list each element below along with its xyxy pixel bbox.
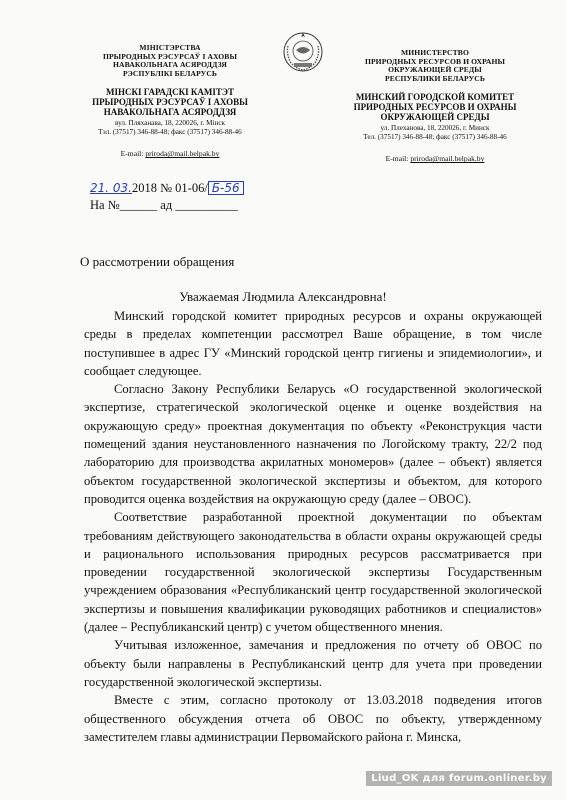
committee-line: ПРЫРОДНЫХ РЭСУРСАЎ І АХОВЫ xyxy=(92,97,248,108)
ministry-line: РЕСПУБЛИКИ БЕЛАРУСЬ xyxy=(385,73,485,83)
committee-line: МИНСКИЙ ГОРОДСКОЙ КОМИТЕТ xyxy=(355,92,515,103)
number-label: № xyxy=(160,181,173,195)
handwritten-number: Б-56 xyxy=(208,181,244,195)
address-by xyxy=(60,119,280,137)
registration-block xyxy=(90,180,244,214)
ministry-line: НАВАКОЛЬНАГА АСЯРОДДЗЯ xyxy=(113,60,227,70)
reply-label: На № xyxy=(90,198,120,212)
outgoing-number: 01-06/ xyxy=(175,181,208,195)
phone-line: Тэл. (37517) 346-88-48; факс (37517) 346-88-46 xyxy=(98,128,242,137)
letterhead-left xyxy=(60,44,280,158)
address-line: вул. Пляханава, 18, 220026, г. Мінск xyxy=(114,119,226,128)
state-emblem-icon xyxy=(281,30,325,74)
email-link[interactable]: priroda@mail.belpak.by xyxy=(145,149,220,159)
committee-name-by xyxy=(60,87,280,117)
email-link[interactable]: priroda@mail.belpak.by xyxy=(410,154,485,164)
address-line: ул. Плеханова, 18, 220026, г. Минск xyxy=(380,124,490,133)
committee-line: ОКРУЖАЮЩЕЙ СРЕДЫ xyxy=(380,112,490,123)
reply-to-line xyxy=(90,197,244,214)
ministry-line: МІНІСТЭРСТВА xyxy=(139,43,201,52)
letterhead-right xyxy=(330,49,540,163)
committee-line: ПРИРОДНЫХ РЕСУРСОВ И ОХРАНЫ xyxy=(353,102,517,113)
outgoing-number-line xyxy=(90,180,244,197)
ministry-line: ПРЫРОДНЫХ РЭСУРСАЎ І АХОВЫ xyxy=(102,51,238,61)
paragraph: Вместе с этим, согласно протоколу от 13.03.2018 подведения итогов общественного обсуждения отчета об ОВОС по объекту, утвержденному заместителем главы администрации Первомайского района г. Минска, xyxy=(84,693,542,744)
paragraph: Согласно Закону Республики Беларусь «О государственной экологической экспертизе, стратегической экологической оценке и оценке воздействия на окружающую среду» проектная документация по объекту «Реконструкция части помещений здания неустановленного назначения по Логойскому тракту, 22/2 под лабораторию для производства акрилатных мономеров» (далее – объект) является объектом государственной экологической экспертизы и объектом, для которого проводится оценка воздействия на окружающую среду (далее – ОВОС). xyxy=(84,382,542,506)
letterhead xyxy=(0,0,566,170)
paragraph: Минский городской комитет природных ресурсов и охраны окружающей среды в пределах компетенции рассмотрел Ваше обращение, в том числе поступившее в адрес ГУ «Минский городской центр гигиены и эпидемиологии», и сообщает следующее. xyxy=(84,309,542,378)
ministry-line: РЭСПУБЛІКІ БЕЛАРУСЬ xyxy=(122,68,218,78)
greeting: Уважаемая Людмила Александровна! xyxy=(179,289,387,304)
committee-line: НАВАКОЛЬНАГА АСЯРОДДЗЯ xyxy=(103,107,237,118)
from-label: ад xyxy=(160,198,173,212)
paragraph: Соответствие разработанной проектной документации по объектам требованиям действующего законодательства в области охраны окружающей среды и рационального использования природных ресурсов рассматривается при проведении государственной экологической экспертизы Государственным учреждением образования «Республиканский центр государственной экологической экспертизы и повышения квалификации руководящих работников и специалистов» (далее – Республиканский центр) с учетом общественного мнения. xyxy=(84,510,542,635)
email-by xyxy=(60,149,280,158)
letter-body xyxy=(84,307,542,746)
reply-blank: ______ xyxy=(119,198,158,212)
paragraph: Учитывая изложенное, замечания и предложения по отчету об ОВОС по объекту были направлены в Республиканский центр для учета при проведении государственной экологической экспертизы. xyxy=(84,638,542,689)
email-label: E-mail: xyxy=(120,149,144,159)
ministry-name-ru xyxy=(330,49,540,83)
watermark: Liud_OK для forum.onliner.by xyxy=(366,771,552,786)
handwritten-date: 21. 03. xyxy=(90,181,132,195)
from-blank: __________ xyxy=(175,198,238,212)
committee-name-ru xyxy=(330,92,540,122)
email-ru xyxy=(330,154,540,163)
committee-line: МІНСКІ ГАРАДСКІ КАМІТЭТ xyxy=(106,87,234,98)
ministry-line: ПРИРОДНЫХ РЕСУРСОВ И ОХРАНЫ xyxy=(364,56,506,66)
email-label: E-mail: xyxy=(385,154,409,164)
ministry-name-by xyxy=(60,44,280,78)
ministry-line: МИНИСТЕРСТВО xyxy=(401,48,469,57)
address-ru xyxy=(330,124,540,142)
phone-line: Тел. (37517) 346-88-48; факс (37517) 346-88-46 xyxy=(363,133,507,142)
year: 2018 xyxy=(131,181,157,195)
letter-subject: О рассмотрении обращения xyxy=(80,254,235,269)
ministry-line: ОКРУЖАЮЩЕЙ СРЕДЫ xyxy=(388,65,482,75)
